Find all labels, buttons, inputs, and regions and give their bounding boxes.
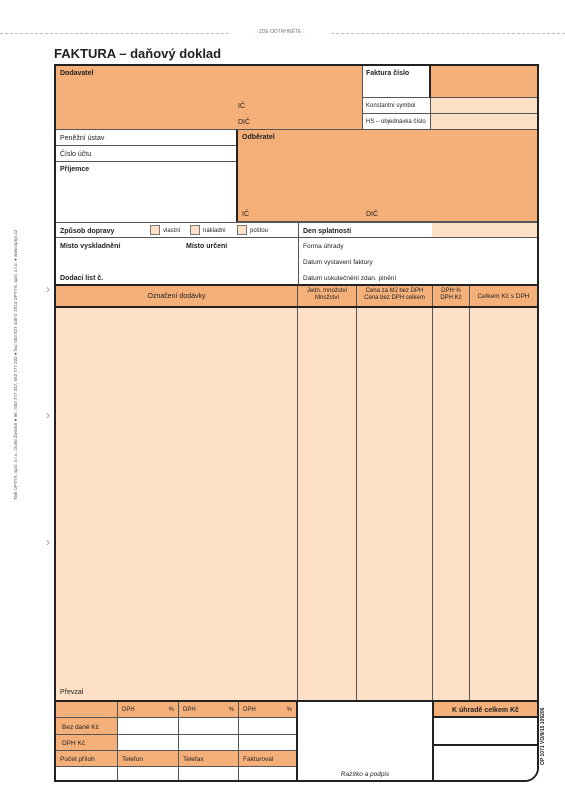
table-body[interactable] (56, 308, 537, 700)
option-freight-label: nákladní (203, 228, 226, 234)
col-vat-header: DPH % DPH Kč (432, 286, 469, 306)
constant-symbol-label: Konstantní symbol (366, 103, 416, 109)
side-print-info: Tisk OPTYS, spol. s r.o., Dolní Životice ● tel.: 553 777 347, 553 777 332 ● fax: 553 627 440 © 2014 OPTYS, spol. s r.o. ● www.optys.cz (13, 229, 18, 500)
col-divider (297, 308, 298, 700)
col-description-header: Označení dodávky (147, 293, 206, 300)
vat-rate-2-cell: DPH % (178, 702, 238, 718)
table-header (56, 286, 537, 308)
fold-mark-icon: › (46, 282, 50, 296)
checkbox-own[interactable] (150, 225, 160, 235)
total-field[interactable] (434, 718, 537, 746)
delivery-note-label: Dodací list č. (60, 275, 104, 282)
place-from-label: Místo vyskladnění (60, 243, 121, 250)
checkbox-post[interactable] (237, 225, 247, 235)
order-number-cell (363, 114, 431, 130)
vat-rate-1-cell: DPH % (117, 702, 178, 718)
constant-symbol-field[interactable] (431, 98, 537, 114)
col-divider (356, 308, 357, 700)
col-price-header: Cena za MJ bez DPH Cena bez DPH celkem (356, 286, 432, 306)
due-date-field[interactable] (432, 222, 537, 238)
vat-rate-3-cell: DPH % (238, 702, 296, 718)
due-date-cell (298, 222, 432, 238)
col-qty-header: Jedn. množství Množství (297, 286, 356, 306)
recipient-row (56, 162, 236, 222)
side-code: OP 1071 VO/9/15 109206 (540, 707, 546, 765)
checkbox-freight[interactable] (190, 225, 200, 235)
payment-form-label: Forma úhrady (303, 243, 344, 250)
supplier-section (56, 66, 363, 130)
stamp-area[interactable] (298, 700, 432, 782)
page-title: FAKTURA – daňový doklad (54, 46, 222, 61)
customer-ic-label: IČ (242, 211, 249, 218)
tax-date-label: Datum uskutečnění zdan. plnění (303, 275, 397, 282)
option-post-label: poštou (250, 228, 269, 234)
carry-label: Převzal (60, 689, 84, 696)
vat-field[interactable] (117, 735, 178, 751)
vat-label-cell: DPH Kč (56, 735, 117, 751)
fold-mark-icon: › (46, 535, 50, 549)
stamp-label: Razítko a podpis (340, 771, 390, 778)
footer-corner (56, 702, 117, 718)
account-label: Číslo účtu (60, 151, 92, 158)
issue-date-label: Datum vystavení faktury (303, 259, 373, 266)
order-number-label: HS – objednávka číslo (366, 119, 426, 125)
transport-row (56, 222, 298, 238)
invoice-number-cell (363, 66, 431, 98)
vat-field[interactable] (178, 735, 238, 751)
shipping-section (56, 238, 298, 286)
attachments-field[interactable] (56, 767, 117, 782)
total-label: K úhradě celkem Kč (434, 702, 537, 718)
supplier-label: Dodavatel (60, 70, 94, 77)
base-field[interactable] (178, 718, 238, 735)
customer-label: Odběratel (242, 134, 275, 141)
phone-cell: Telefon (117, 751, 178, 767)
transport-label: Způsob dopravy (60, 228, 115, 235)
vat-field[interactable] (238, 735, 296, 751)
place-to-label: Místo určení (186, 243, 228, 250)
account-row (56, 146, 236, 162)
footer-vat-table (56, 700, 298, 782)
dates-section (298, 238, 537, 286)
recipient-label: Příjemce (60, 166, 90, 173)
customer-dic-label: DIČ (366, 211, 379, 218)
invoiced-by-field[interactable] (238, 767, 296, 782)
constant-symbol-cell (363, 98, 431, 114)
bank-row (56, 130, 236, 146)
fax-field[interactable] (178, 767, 238, 782)
base-label-cell: Bez daně Kč (56, 718, 117, 735)
order-number-field[interactable] (431, 114, 537, 130)
down-arrow-icon: ↓ (254, 29, 258, 35)
supplier-dic-label: DIČ (238, 119, 251, 126)
phone-field[interactable] (117, 767, 178, 782)
attachments-cell: Počet příloh (56, 751, 117, 767)
invoice-form (54, 64, 539, 782)
supplier-ic-label: IČ (238, 103, 245, 110)
fold-mark-icon: › (46, 408, 50, 422)
invoice-number-label: Faktura číslo (366, 70, 410, 77)
cut-line-label: ↓ ZDE ODTRHNĚTE ↓ (230, 28, 330, 37)
col-divider (432, 308, 433, 700)
col-divider (469, 308, 470, 700)
invoiced-by-cell: Fakturoval (238, 751, 296, 767)
down-arrow-icon: ↓ (302, 29, 306, 35)
col-total-header: Celkem Kč s DPH (469, 286, 537, 306)
customer-section (236, 130, 537, 222)
total-section (432, 700, 537, 782)
due-date-label: Den splatnosti (303, 228, 352, 235)
base-field[interactable] (117, 718, 178, 735)
base-field[interactable] (238, 718, 296, 735)
option-own-label: vlastní (163, 228, 181, 234)
invoice-number-field[interactable] (431, 66, 537, 98)
fax-cell: Telefax (178, 751, 238, 767)
bank-label: Peněžní ústav (60, 135, 105, 142)
